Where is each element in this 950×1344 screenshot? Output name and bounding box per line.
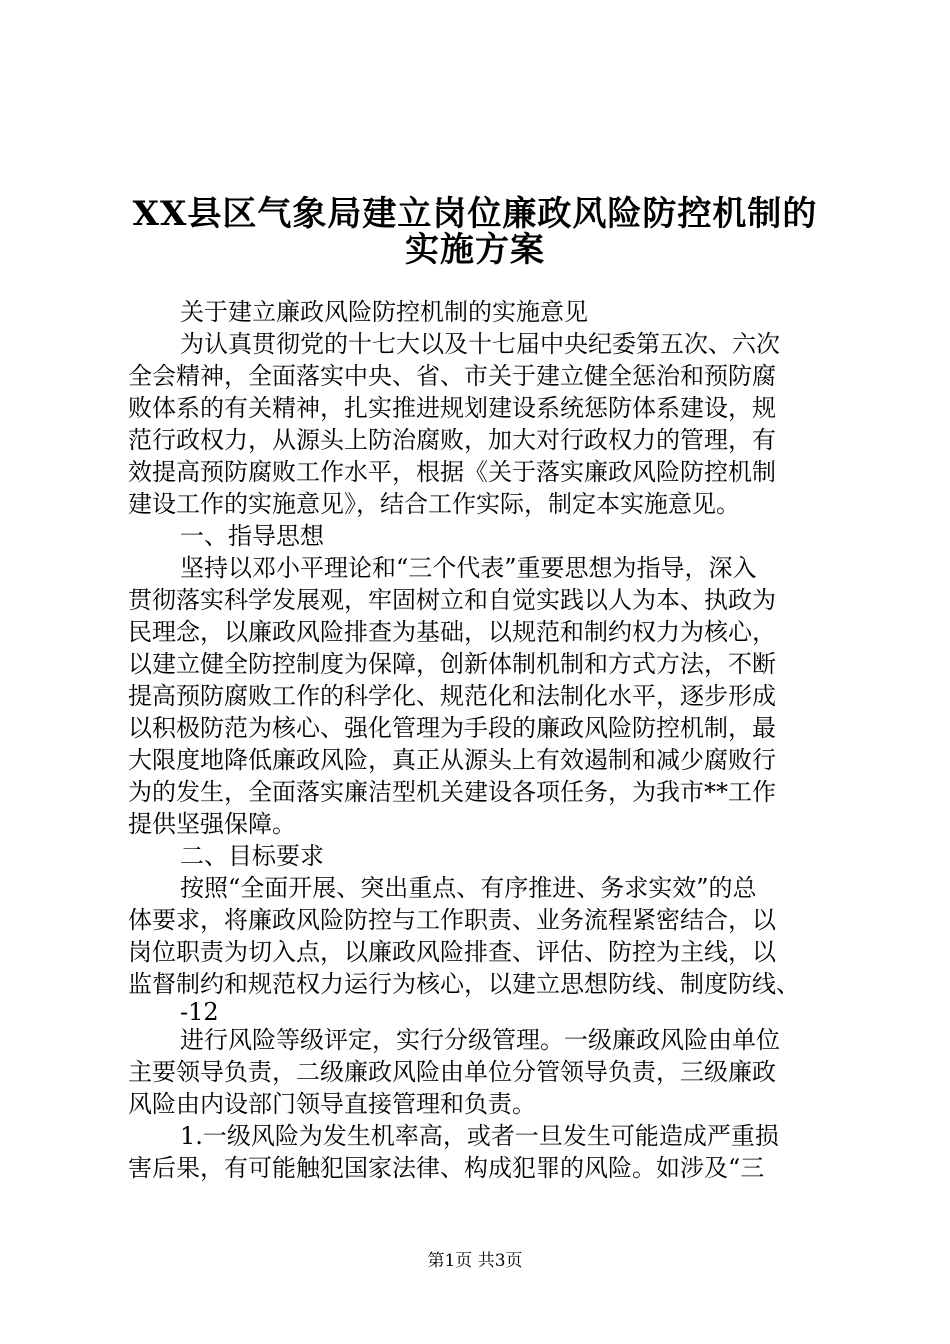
document-title-line-1: XX县区气象局建立岗位廉政风险防控机制的 xyxy=(132,194,818,234)
paragraph-line: 败体系的有关精神，扎实推进规划建设系统惩防体系建设，规 xyxy=(128,394,776,422)
page-footer: 第1页 共3页 xyxy=(427,1251,523,1271)
body-text-block-1 xyxy=(128,296,828,1000)
paragraph-line: 二、目标要求 xyxy=(180,842,324,870)
paragraph-line: 大限度地降低廉政风险，真正从源头上有效遏制和减少腐败行 xyxy=(128,746,776,774)
paragraph-line: 范行政权力，从源头上防治腐败，加大对行政权力的管理，有 xyxy=(128,426,776,454)
paragraph-line: 进行风险等级评定，实行分级管理。一级廉政风险由单位 xyxy=(180,1026,780,1054)
paragraph-line: 为认真贯彻党的十七大以及十七届中央纪委第五次、六次 xyxy=(180,330,780,358)
paragraph-line: 风险由内设部门领导直接管理和负责。 xyxy=(128,1090,536,1118)
paragraph-line: 建设工作的实施意见》，结合工作实际，制定本实施意见。 xyxy=(128,490,740,518)
paragraph-line: 监督制约和规范权力运行为核心，以建立思想防线、制度防线、 xyxy=(128,970,800,998)
paragraph-line: 体要求，将廉政风险防控与工作职责、业务流程紧密结合，以 xyxy=(128,906,776,934)
paragraph-line: 提供坚强保障。 xyxy=(128,810,296,838)
paragraph-line: 以积极防范为核心、强化管理为手段的廉政风险防控机制，最 xyxy=(128,714,776,742)
paragraph-line: 以建立健全防控制度为保障，创新体制机制和方式方法，不断 xyxy=(128,650,776,678)
paragraph-line: 效提高预防腐败工作水平，根据《关于落实廉政风险防控机制 xyxy=(128,458,776,486)
paragraph-line: 贯彻落实科学发展观，牢固树立和自觉实践以人为本、执政为 xyxy=(128,586,776,614)
paragraph-line: 主要领导负责，二级廉政风险由单位分管领导负责，三级廉政 xyxy=(128,1058,776,1086)
paragraph-line: 提高预防腐败工作的科学化、规范化和法制化水平，逐步形成 xyxy=(128,682,776,710)
paragraph-line: 为的发生，全面落实廉洁型机关建设各项任务，为我市**工作 xyxy=(128,778,776,806)
body-text-block-2 xyxy=(128,1024,828,1184)
paragraph-line: 1.一级风险为发生机率高，或者一旦发生可能造成严重损 xyxy=(180,1122,779,1150)
paragraph-line: 坚持以邓小平理论和“三个代表”重要思想为指导，深入 xyxy=(180,554,757,582)
document-title-line-2: 实施方案 xyxy=(405,230,545,270)
paragraph-line: 关于建立廉政风险防控机制的实施意见 xyxy=(180,298,588,326)
paragraph-line: 全会精神，全面落实中央、省、市关于建立健全惩治和预防腐 xyxy=(128,362,776,390)
page-marker: -12 xyxy=(180,998,219,1026)
paragraph-line: 一、指导思想 xyxy=(180,522,324,550)
paragraph-line: 害后果，有可能触犯国家法律、构成犯罪的风险。如涉及“三 xyxy=(128,1154,765,1182)
paragraph-line: 岗位职责为切入点，以廉政风险排查、评估、防控为主线，以 xyxy=(128,938,776,966)
paragraph-line: 按照“全面开展、突出重点、有序推进、务求实效”的总 xyxy=(180,874,757,902)
paragraph-line: 民理念，以廉政风险排查为基础，以规范和制约权力为核心， xyxy=(128,618,776,646)
